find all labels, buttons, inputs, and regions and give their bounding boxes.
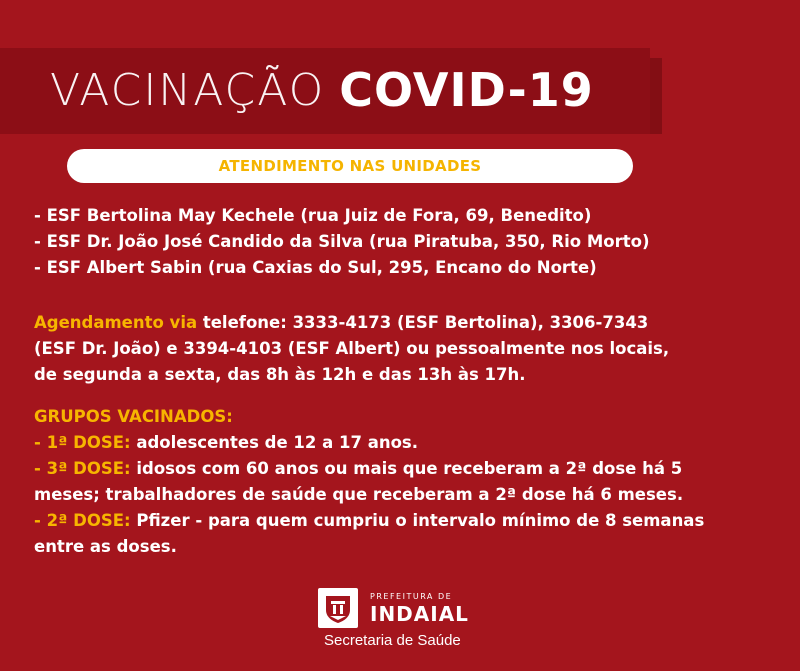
dose2-line-2: entre as doses.	[34, 537, 177, 556]
title-bold: COVID-19	[339, 63, 594, 117]
schedule-label: Agendamento via	[34, 313, 198, 332]
dose2-line	[34, 508, 774, 534]
title-light: VACINAÇÃO	[50, 64, 326, 116]
dose3-line	[34, 456, 774, 482]
dose2-text: Pfizer - para quem cumpriu o intervalo mínimo de 8 semanas	[130, 511, 705, 530]
city-logo	[318, 588, 478, 658]
subtitle-pill: ATENDIMENTO NAS UNIDADES	[67, 149, 633, 183]
unit-item: - ESF Bertolina May Kechele (rua Juiz de Fora, 69, Benedito)	[34, 206, 592, 225]
logo-city: INDAIAL	[370, 602, 469, 626]
groups-block	[34, 404, 774, 560]
dose1-line	[34, 430, 774, 456]
dose2-label: - 2ª DOSE:	[34, 511, 131, 530]
dose3-label: - 3ª DOSE:	[34, 459, 131, 478]
schedule-line-2: (ESF Dr. João) e 3394-4103 (ESF Albert) ou pessoalmente nos locais,	[34, 339, 670, 358]
unit-item: - ESF Dr. João José Candido da Silva (rua Piratuba, 350, Rio Morto)	[34, 232, 650, 251]
unit-item: - ESF Albert Sabin (rua Caxias do Sul, 295, Encano do Norte)	[34, 258, 597, 277]
schedule-line-3: de segunda a sexta, das 8h às 12h e das 13h às 17h.	[34, 365, 526, 384]
dose3-text: idosos com 60 anos ou mais que receberam a 2ª dose há 5	[130, 459, 683, 478]
dose1-text: adolescentes de 12 a 17 anos.	[130, 433, 419, 452]
schedule-block	[34, 310, 774, 388]
dose1-label: - 1ª DOSE:	[34, 433, 131, 452]
schedule-line-1	[34, 310, 774, 336]
unit-list	[34, 203, 774, 281]
schedule-line-1-text: telefone: 3333-4173 (ESF Bertolina), 3306-7343	[197, 313, 649, 332]
logo-prefix: PREFEITURA DE	[370, 592, 453, 601]
logo-department: Secretaria de Saúde	[324, 632, 461, 649]
page-title	[50, 52, 650, 128]
dose3-line-2: meses; trabalhadores de saúde que receberam a 2ª dose há 6 meses.	[34, 485, 684, 504]
groups-heading: GRUPOS VACINADOS:	[34, 407, 233, 426]
crest-icon	[318, 588, 358, 628]
